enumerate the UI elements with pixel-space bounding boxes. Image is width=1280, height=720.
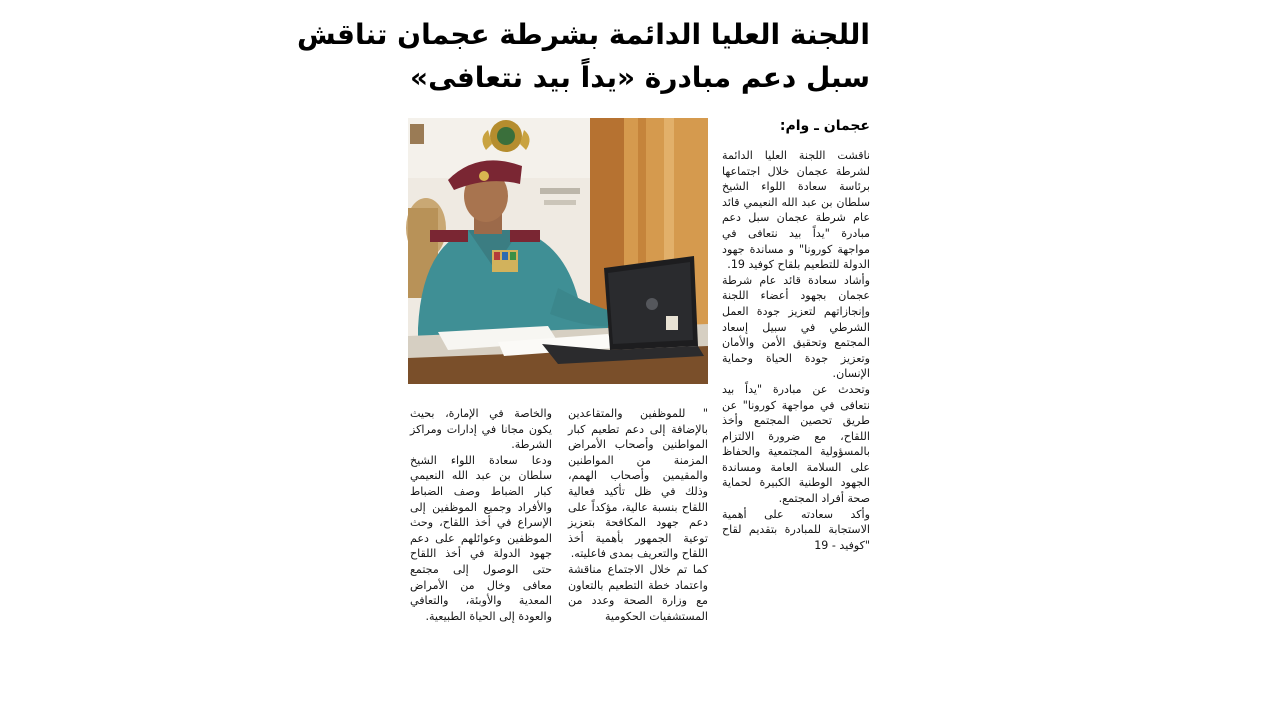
article-photo <box>408 118 708 384</box>
article-column-middle <box>568 406 708 678</box>
paragraph: وتحدث عن مبادرة "يداً بيد نتعافى في مواجهة كورونا" عن طريق تحصين المجتمع وأخذ اللقاح، مع ضرورة الالتزام بالمسؤولية المجتمعية والحفاظ على السلامة العامة ومساندة الجهود الوطنية الكبيرة لحماية صحة أفراد المجتمع. <box>722 382 870 506</box>
paragraph: ناقشت اللجنة العليا الدائمة لشرطة عجمان خلال اجتماعها برئاسة سعادة اللواء الشيخ سلطان بن عبد الله النعيمي قائد عام شرطة عجمان سبل دعم مبادرة "يداً بيد نتعافى في مواجهة كورونا" و مساندة جهود الدولة للتطعيم بلقاح كوفيد 19. <box>722 149 870 272</box>
photo-officer-at-laptop <box>408 118 708 384</box>
headline-line-2: سبل دعم مبادرة «يداً بيد نتعافى» <box>410 61 870 94</box>
paragraph: كما تم خلال الاجتماع مناقشة واعتماد خطة التطعيم بالتعاون مع وزارة الصحة وعدد من المستشفيات الحكومية <box>568 562 708 623</box>
article-column-right <box>722 148 870 678</box>
headline-line-1: اللجنة العليا الدائمة بشرطة عجمان تناقش <box>297 18 870 51</box>
paragraph: " للموظفين والمتقاعدين بالإضافة إلى دعم تطعيم كبار المواطنين وأصحاب الأمراض المزمنة من المواطنين والمقيمين وأصحاب الهمم، وذلك في ظل تأكيد فعالية اللقاح بنسبة عالية، مؤكداً على دعم جهود المكافحة بتعزيز توعية الجمهور بأهمية أخذ اللقاح والتعريف بمدى فاعليته. <box>568 407 708 561</box>
byline: عجمان ـ وام: <box>779 118 870 134</box>
paragraph: وأكد سعادته على أهمية الاستجابة للمبادرة بتقديم لقاح "كوفيد - 19 <box>722 507 870 552</box>
paragraph: والخاصة في الإمارة، بحيث يكون مجانا في إدارات ومراكز الشرطة. <box>410 407 552 452</box>
paragraph: وأشاد سعادة قائد عام شرطة عجمان بجهود أعضاء اللجنة وإنجازاتهم لتعزيز جودة العمل الشرطي في سبيل إسعاد المجتمع وتحقيق الأمن والأمان وتعزيز جودة الحياة وحماية الإنسان. <box>722 273 870 381</box>
paragraph: ودعا سعادة اللواء الشيخ سلطان بن عبد الله النعيمي كبار الضباط وصف الضباط والأفراد وجميع الموظفين إلى الإسراع في أخذ اللقاح، وحث الموظفين وعوائلهم على دعم جهود الدولة في أخذ اللقاح حتى الوصول إلى مجتمع معافى وخال من الأمراض المعدية والأوبئة، والتعافي والعودة إلى الحياة الطبيعية. <box>410 453 552 623</box>
article-column-left <box>410 406 552 678</box>
